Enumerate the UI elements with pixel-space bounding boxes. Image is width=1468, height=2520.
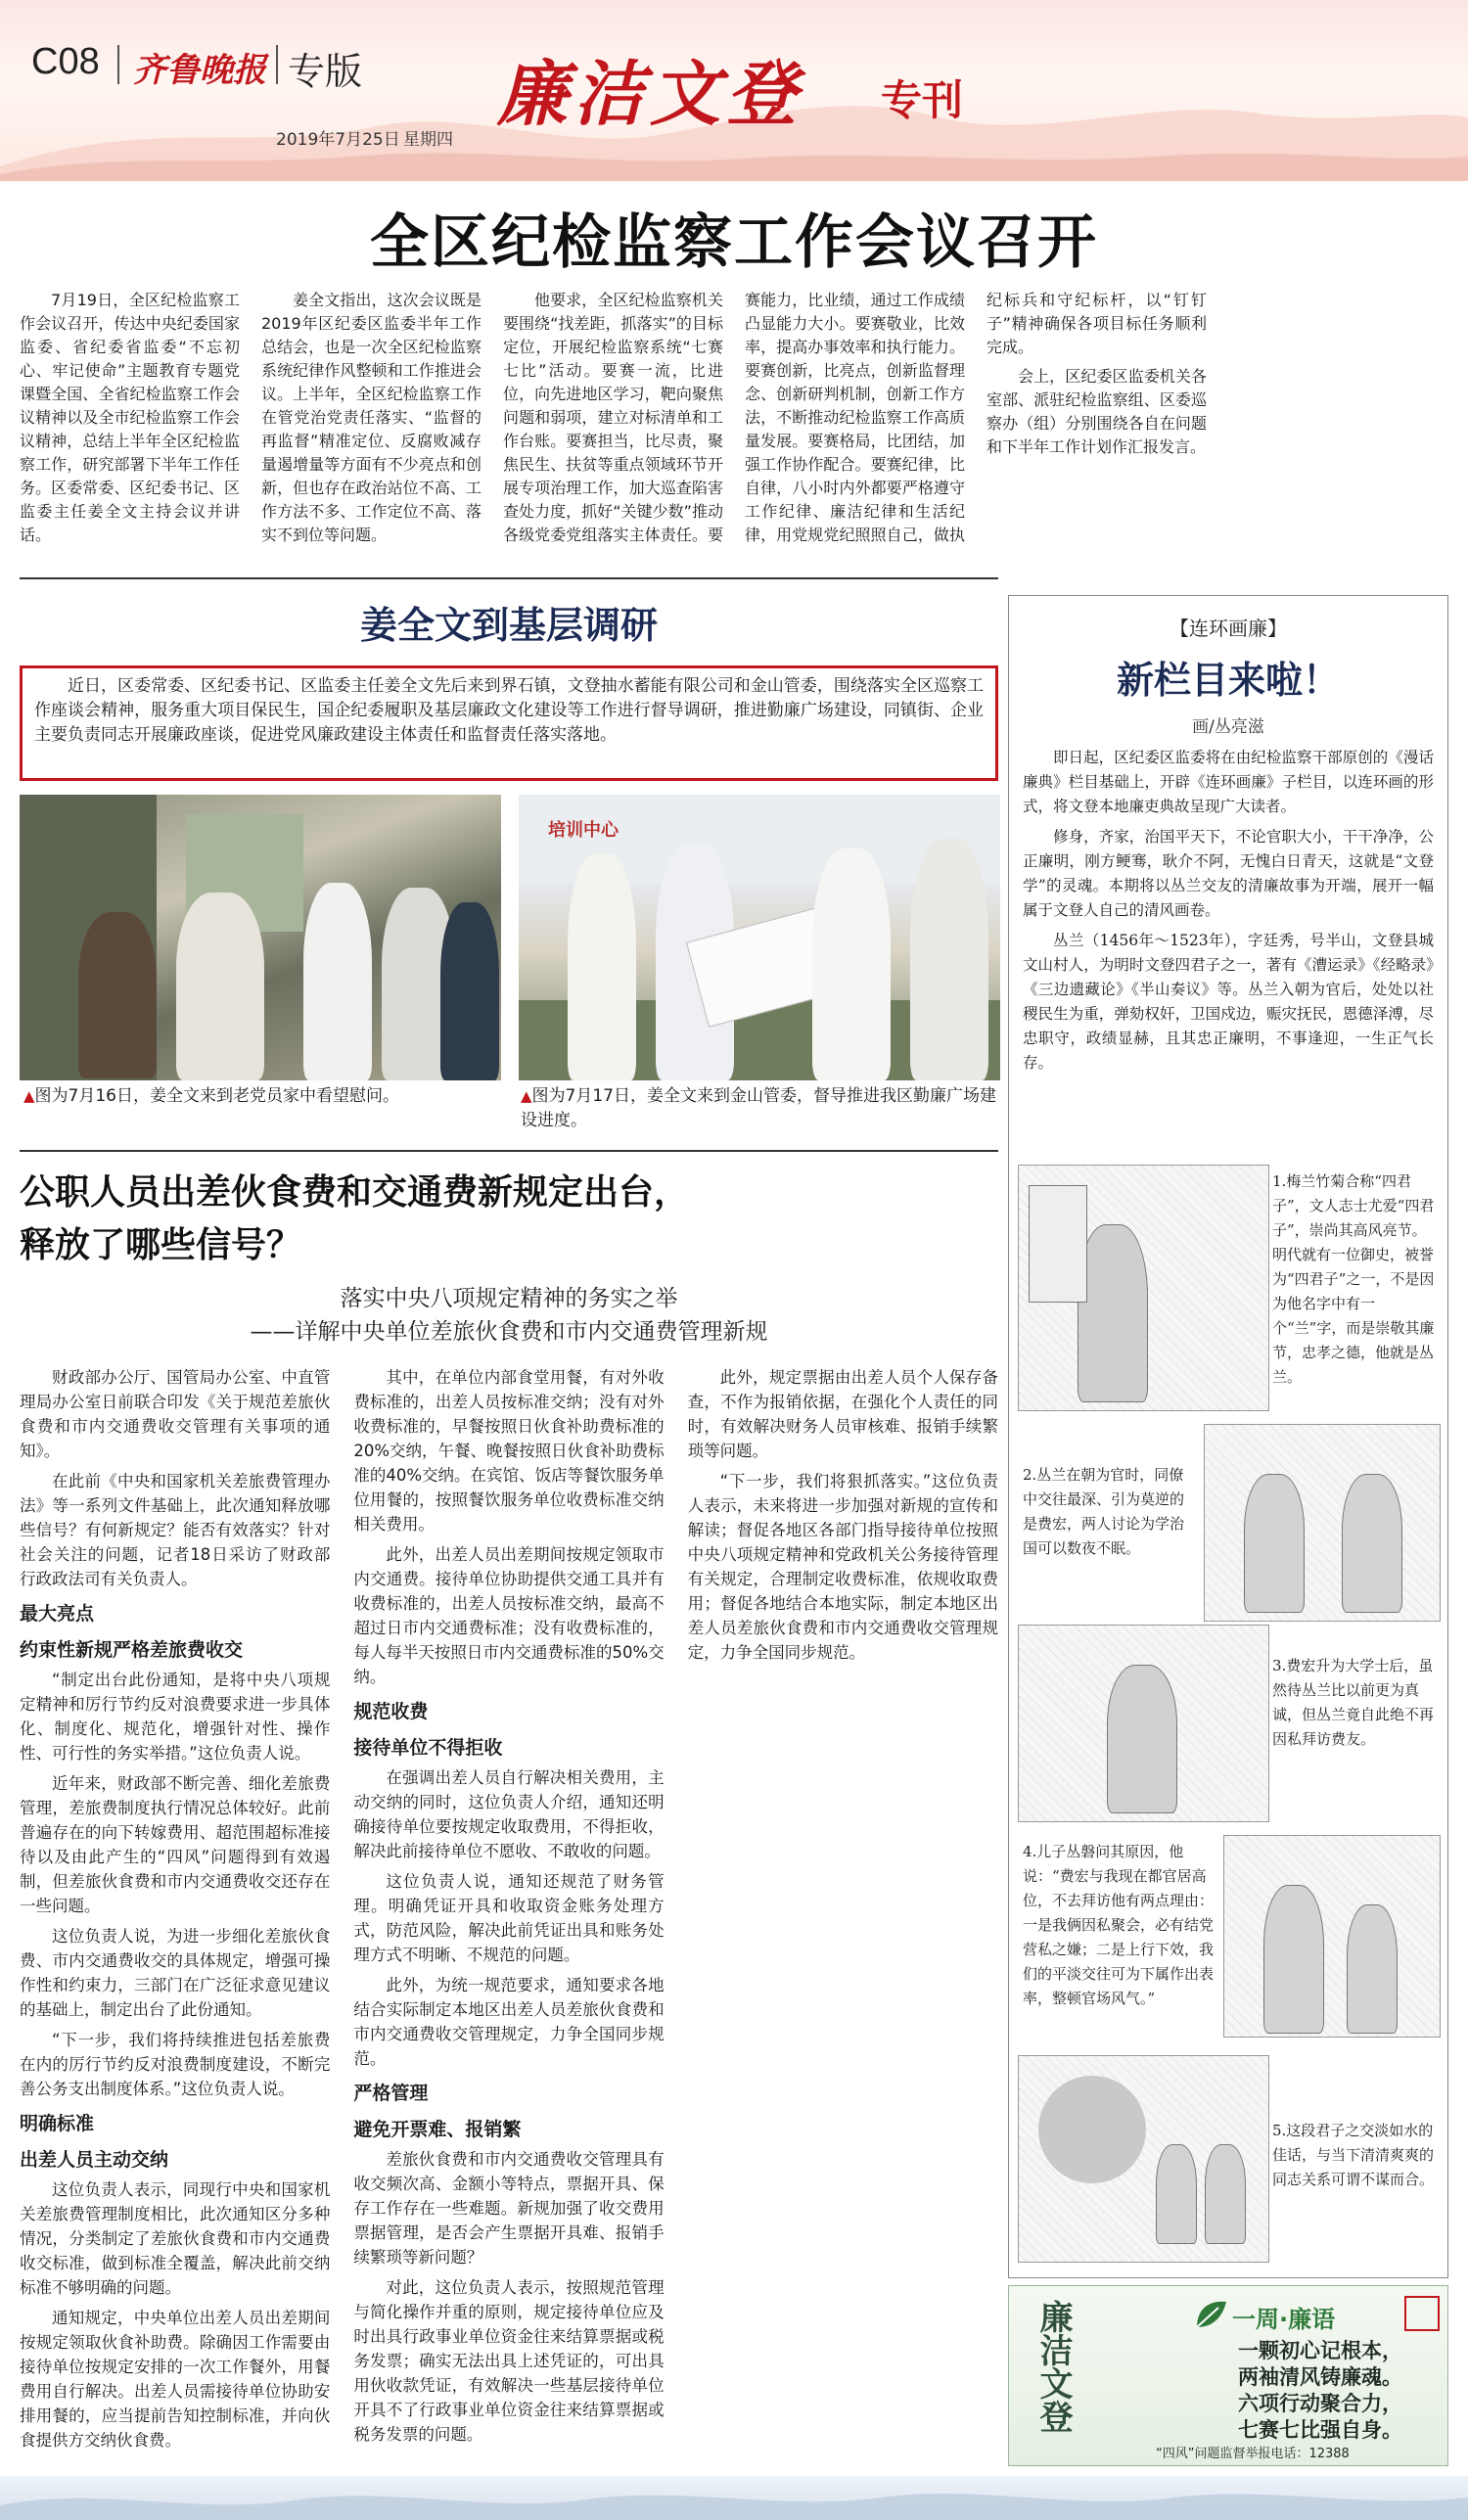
comic-panel-4-text: 4.儿子丛磐问其原因，他说：“费宏与我现在都官居高位，不去拜访他有两点理由：一是我俩因私聚会，必有结党营私之嫌；二是上行下效，我们的平淡交往可为下属作出表率，整顿官场风气。” — [1023, 1843, 1215, 2007]
article3-subheading: 接待单位不得拒收 — [353, 1737, 503, 1759]
article3-paragraph: 近年来，财政部不断完善、细化差旅费管理，差旅费制度执行情况总体较好。此前普遍存在的向下转嫁费用、超范围超标准接待以及由此产生的“四风”问题得到有效遏制，但差旅伙食费和市内交通费收交还存在一些问题。 — [20, 1774, 331, 1915]
sidebar-paragraph: 丛兰（1456年～1523年），字廷秀，号半山，文登县城文山村人，为明时文登四君子之一，著有《漕运录》《经略录》《三边遗藏论》《半山奏议》等。丛兰入朝为官后，处处以社稷民生为重，弹劾权奸，卫国戍边，赈灾抚民，恩德泽溥，尽忠职守，政绩显赫，且其忠正廉明，不事逢迎，一生正气长存。 — [1023, 932, 1434, 1072]
photo-person — [910, 839, 988, 1080]
comic-figure — [1342, 1474, 1402, 1613]
photo-person — [78, 912, 157, 1078]
page-divider — [117, 45, 119, 84]
sidebar-byline: 画/丛亮滋 — [1192, 717, 1264, 737]
article1-paragraph: 7月19日，全区纪检监察工作会议召开，传达中央纪委国家监委、省纪委省监委“不忘初心、牢记使命”主题教育专题党课暨全国、全省纪检监察工作会议精神以及全市纪检监察工作会议精神，总结上半年全区纪检监察工作，研究部署下半年工作任务。区委常委、区纪委书记、区监委主任姜全文主持会议并讲话。 — [20, 291, 240, 544]
sidebar-paragraph: 即日起，区纪委区监委将在由纪检监察干部原创的《漫话廉典》栏目基础上，开辟《连环画廉》子栏目，以连环画的形式，将文登本地廉吏典故呈现广大读者。 — [1023, 749, 1434, 815]
photo-person — [812, 848, 891, 1080]
article1-title: 全区纪检监察工作会议召开 — [370, 208, 1098, 277]
comic-panel-3-text: 3.费宏升为大学士后，虽然待丛兰比以前更为真诚，但丛兰竟自此绝不再因私拜访费友。 — [1272, 1657, 1435, 1748]
page-code: C08 — [31, 41, 100, 82]
article3-subheading: 严格管理 — [353, 2083, 429, 2104]
issue-weekday: 星期四 — [403, 130, 453, 150]
slogan-left-text: 廉洁文登 — [1033, 2300, 1073, 2433]
article3-subtitle — [20, 1282, 998, 1349]
article3-paragraph: 此外，为统一规范要求，通知要求各地结合实际制定本地区出差人员差旅伙食费和市内交通费收交管理规定，力争全国同步规范。 — [353, 1976, 665, 2068]
section-name: 专版 — [288, 50, 363, 93]
article3-paragraph: 通知规定，中央单位出差人员出差期间按规定领取伙食补助费。除确因工作需要由接待单位按规定安排的一次工作餐外，用餐费用自行解决。出差人员需接待单位协助安排用餐的，应当提前告知控制标准，并向伙食提供方交纳伙食费。 — [20, 2309, 331, 2450]
article3-paragraph: 财政部办公厅、国管局办公室、中直管理局办公室日前联合印发《关于规范差旅伙食费和市内交通费收交管理有关事项的通知》。 — [20, 1368, 331, 1460]
article3-subheading: 明确标准 — [20, 2113, 95, 2134]
article3-paragraph: 这位负责人说，通知还规范了财务管理。明确凭证开具和收取资金账务处理方式，防范风险，解决此前凭证出具和账务处理方式不明晰、不规范的问题。 — [353, 1872, 665, 1964]
article3-paragraph: “下一步，我们将持续推进包括差旅费在内的厉行节约反对浪费制度建设，不断完善公务支出制度体系。”这位负责人说。 — [20, 2031, 331, 2098]
photo-square-inspection — [519, 795, 1000, 1080]
article3-title — [20, 1167, 998, 1272]
photo-person — [568, 853, 636, 1080]
article3-paragraph: “制定出台此份通知，是将中央八项规定精神和厉行节约反对浪费要求进一步具体化、制度化、规范化，增强针对性、操作性、可行性的务实举措。”这位负责人说。 — [20, 1671, 331, 1763]
caption-triangle-icon: ▲ — [521, 1087, 532, 1105]
slogan-lines — [1238, 2337, 1402, 2443]
sidebar-paragraph: 修身，齐家，治国平天下，不论官职大小，干干净净，公正廉明，刚方鲠骞，耿介不阿，无愧白日青天，这就是“文登学”的灵魂。本期将以丛兰交友的清廉故事为开端，展开一幅属于文登人自己的清风画卷。 — [1023, 828, 1434, 919]
leaf-icon — [1193, 2298, 1228, 2331]
article3-title-line: 公职人员出差伙食费和交通费新规定出台， — [20, 1172, 690, 1213]
comic-tree — [1038, 2076, 1146, 2183]
article3-paragraph: 在此前《中央和国家机关差旅费管理办法》等一系列文件基础上，此次通知释放哪些信号？有何新规定？能否有效落实？针对社会关注的问题，记者18日采访了财政部行政政法司有关负责人。 — [20, 1472, 331, 1588]
article3-paragraph: 差旅伙食费和市内交通费收交管理具有收交频次高、金额小等特点，票据开具、保存工作存在一些难题。新规加强了收交费用票据管理，是否会产生票据开具难、报销手续繁琐等新问题？ — [353, 2150, 665, 2267]
article3-subheading: 规范收费 — [353, 1701, 429, 1722]
seal-stamp — [1404, 2296, 1440, 2331]
comic-panel-4-image — [1223, 1835, 1441, 2038]
slogan-heading: 一周·廉语 — [1232, 2306, 1336, 2333]
article1-paragraph: 他要求，全区纪检监察机关要围绕“找差距，抓落实”的目标定位，开展纪检监察系统“七赛七比”活动。要赛一流，比进位，向先进地区学习，靶向聚焦问题和弱项，建立对标清单和工作台账。要赛担当，比尽责，聚焦民生、扶贫等重点领域环节开展专项治理工作，加大巡查陷害查处力度，抓好“关键少数”推动各级党委党组落实主体责任。要赛能力，比业绩，通过工作成绩凸显能力大小。要赛敬业，比效率，提高办事效率和执行能力。要赛创新，比亮点，创新监督理念、创新研判机制，创新工作方法，不断推动纪检监察工作高质量发展。要赛格局，比团结，加强工作协作配合。要赛纪律，比自律，八小时内外都要严格遵守工作纪律、廉洁纪律和生活纪律，用党规党纪照照自己，做执纪标兵和守纪标杆，以“钉钉子”精神确保各项目标任务顺利完成。 — [503, 291, 1207, 544]
sidebar-intro — [1023, 746, 1434, 1081]
comic-panel-1-image — [1018, 1165, 1269, 1411]
photo-person — [303, 883, 372, 1080]
issue-date: 2019年7月25日 — [276, 130, 400, 150]
photo-person — [440, 902, 499, 1080]
comic-figure — [1107, 1665, 1177, 1813]
comic-panel-3-image — [1018, 1625, 1269, 1822]
article3-paragraph: 其中，在单位内部食堂用餐，有对外收费标准的，出差人员按标准交纳；没有对外收费标准的，早餐按照日伙食补助费标准的20%交纳，午餐、晚餐按照日伙食补助费标准的40%交纳。在宾馆、饭店等餐饮服务单位用餐的，按照餐饮服务单位收费标准交纳相关费用。 — [353, 1368, 665, 1534]
article3-paragraph: 在强调出差人员自行解决相关费用，主动交纳的同时，这位负责人介绍，通知还明确接待单位要按规定收取费用，不得拒收，解决此前接待单位不愿收、不敢收的问题。 — [353, 1768, 665, 1860]
wave-decoration — [0, 2476, 1468, 2520]
article3-paragraph: “下一步，我们将狠抓落实。”这位负责人表示，未来将进一步加强对新规的宣传和解读；督促各地区各部门指导接待单位按照中央八项规定精神和党政机关公务接待管理有关规定，合理制定收费标准，依规收取费用；督促各地结合本地实际，制定本地区出差人员差旅伙食费和市内交通费收交管理规定，力争全国同步规范。 — [687, 1472, 998, 1662]
article1-paragraph: 姜全文指出，这次会议既是2019年区纪委区监委半年工作总结会，也是一次全区纪检监察系统纪律作风整顿和工作推进会议。上半年，全区纪检监察工作在管党治党责任落实、“监督的再监督”精准定位、反腐败减存量遏增量等方面有不少亮点和创新，但也存在政治站位不高、工作方法不多、工作定位不高、落实不到位等问题。 — [261, 291, 482, 544]
comic-figure — [1244, 1474, 1305, 1613]
article2-lead — [34, 674, 984, 748]
slogan-line: 六项行动聚合力， — [1238, 2391, 1402, 2415]
article3-title-line: 释放了哪些信号？ — [20, 1225, 302, 1265]
article3-paragraph: 这位负责人表示，同现行中央和国家机关差旅费管理制度相比，此次通知区分多种情况，分类制定了差旅伙食费和市内交通费收交标准，做到标准全覆盖，解决此前交纳标准不够明确的问题。 — [20, 2180, 331, 2297]
comic-figure — [1205, 2144, 1246, 2244]
article3-paragraph: 此外，规定票据由出差人员个人保存备查，不作为报销依据，在强化个人责任的同时，有效解决财务人员审核难、报销手续繁琐等问题。 — [687, 1368, 998, 1460]
article3-subheading: 最大亮点 — [20, 1603, 95, 1625]
photo-home-visit — [20, 795, 501, 1080]
article2-lead-box — [20, 665, 998, 781]
comic-scroll — [1029, 1185, 1087, 1303]
comic-panel-5-text: 5.这段君子之交淡如水的佳话，与当下清清爽爽的同志关系可谓不谋而合。 — [1272, 2122, 1435, 2188]
page-divider-2 — [276, 45, 278, 84]
photo-person — [176, 893, 264, 1080]
comic-figure — [1263, 1885, 1324, 2034]
sidebar-title: 新栏目来啦！ — [1116, 659, 1340, 702]
brand-title: 廉洁文登 — [497, 52, 803, 135]
slogan-line: 两袖清风铸廉魂。 — [1238, 2364, 1402, 2389]
section-rule — [20, 577, 998, 579]
article3-subtitle-line: 落实中央八项规定精神的务实之举 — [340, 1286, 678, 1311]
caption-triangle-icon: ▲ — [23, 1087, 35, 1105]
comic-figure — [1347, 1904, 1398, 2034]
comic-panel-2-image — [1204, 1424, 1441, 1622]
section-rule — [20, 1150, 998, 1152]
article3-subheading: 出差人员主动交纳 — [20, 2149, 169, 2171]
comic-panel-5-image — [1018, 2055, 1269, 2263]
article3-paragraph: 此外，出差人员出差期间按规定领取市内交通费。接待单位协助提供交通工具并有收费标准的，出差人员按标准交纳，最高不超过日市内交通费标准；没有收费标准的，每人每半天按照日市内交通费标准的50%交纳。 — [353, 1545, 665, 1686]
paper-name: 齐鲁晚报 — [133, 51, 266, 90]
photo1-caption — [23, 1084, 503, 1109]
comic-figure — [1156, 2144, 1197, 2244]
sidebar-tag: 【连环画廉】 — [1170, 617, 1287, 640]
photo2-caption — [521, 1084, 1000, 1133]
brand-suffix: 专刊 — [881, 76, 964, 124]
article1-paragraph: 会上，区纪委区监委机关各室部、派驻纪检监察组、区委巡察办（组）分别围绕各自在问题和下半年工作计划作汇报发言。 — [986, 367, 1207, 456]
comic-figure — [1078, 1224, 1148, 1402]
slogan-line: 七赛七比强自身。 — [1238, 2417, 1402, 2442]
article3-paragraph: 对此，这位负责人表示，按照规范管理与简化操作并重的原则，规定接待单位应及时出具行政事业单位资金往来结算票据或税务发票；确实无法出具上述凭证的，可出具用伙收款凭证，有效解决一些基层接待单位开具不了行政事业单位资金往来结算票据或税务发票的问题。 — [353, 2278, 665, 2444]
article3-body — [20, 1365, 998, 2471]
article3-paragraph: 这位负责人说，为进一步细化差旅伙食费、市内交通费收交的具体规定，增强可操作性和约束力，三部门在广泛征求意见建议的基础上，制定出台了此份通知。 — [20, 1927, 331, 2019]
weekly-slogan-box — [1008, 2285, 1448, 2466]
photo2-caption-text: 图为7月17日，姜全文来到金山管委，督导推进我区勤廉广场建设进度。 — [521, 1086, 996, 1130]
article2-lead-text: 近日，区委常委、区纪委书记、区监委主任姜全文先后来到界石镇，文登抽水蓄能有限公司和金山管委，围绕落实全区巡察工作座谈会精神，服务重大项目保民生，国企纪委履职及基层廉政文化建设等工作进行督导调研，推进勤廉广场建设，同镇街、企业主要负责同志开展廉政座谈，促进党风廉政建设主体责任和监督责任落实落地。 — [34, 676, 984, 745]
article1-body — [20, 289, 1448, 563]
article3-subtitle-line: ——详解中央单位差旅伙食费和市内交通费管理新规 — [250, 1319, 768, 1345]
hotline-text: “四风”问题监督举报电话：12388 — [1156, 2447, 1350, 2461]
comic-panel-2-text: 2.丛兰在朝为官时，同僚中交往最深、引为莫逆的是费宏，两人讨论为学治国可以数夜不眠。 — [1023, 1466, 1185, 1557]
article3-subheading: 约束性新规严格差旅费收交 — [20, 1639, 244, 1661]
article2-title: 姜全文到基层调研 — [359, 604, 658, 647]
comic-panel-1-text: 1.梅兰竹菊合称“四君子”，文人志士尤爱“四君子”，崇尚其高风亮节。明代就有一位御史，被誉为“四君子”之一，不是因为他名字中有一个“兰”字，而是崇敬其廉节，忠孝之德，他就是丛兰。 — [1272, 1172, 1435, 1386]
footer-decoration — [0, 2476, 1468, 2520]
masthead-banner — [0, 0, 1468, 181]
article3-subheading: 避免开票难、报销繁 — [353, 2119, 522, 2140]
photo1-caption-text: 图为7月16日，姜全文来到老党员家中看望慰问。 — [34, 1086, 399, 1106]
photo-sign: 培训中心 — [548, 820, 619, 841]
slogan-line: 一颗初心记根本， — [1238, 2338, 1402, 2362]
